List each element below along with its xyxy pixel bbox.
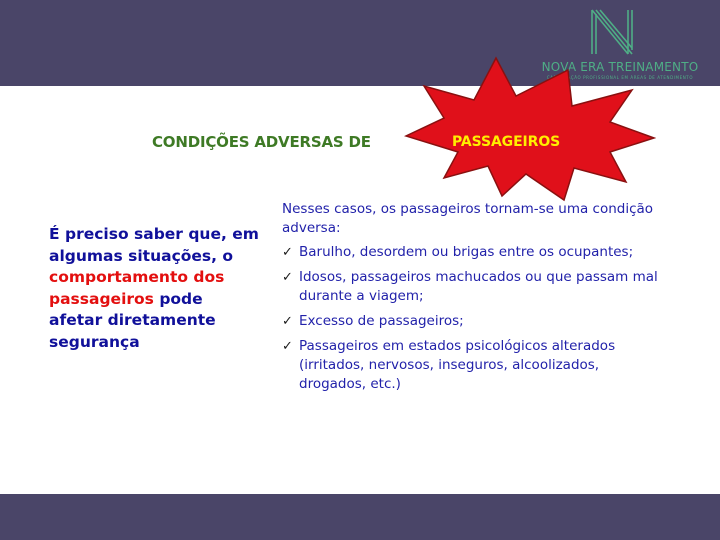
- checkmark-icon: ✓: [282, 270, 293, 285]
- highlight-label: PASSAGEIROS: [452, 134, 561, 150]
- list-item: [282, 268, 660, 306]
- list-item-text: Passageiros em estados psicológicos alterados (irritados, nervosos, inseguros, alcoolizados, drogados, etc.): [299, 338, 616, 392]
- statement-highlight: comportamento dos passageiros: [49, 268, 225, 308]
- checkmark-icon: ✓: [282, 339, 293, 354]
- intro-text: Nesses casos, os passageiros tornam-se uma condição adversa:: [282, 201, 654, 236]
- statement-part-3: pode afetar diretamente segurança: [49, 289, 216, 351]
- n-monogram-icon: [588, 6, 636, 58]
- list-item: [282, 243, 660, 262]
- list-item: [282, 337, 660, 394]
- conditions-list-panel: [282, 200, 660, 400]
- list-item-text: Excesso de passageiros;: [299, 313, 464, 329]
- list-item: [282, 312, 660, 331]
- conditions-list: [282, 243, 660, 394]
- statement-part-1: É preciso saber que, em algumas situações, o: [49, 225, 259, 265]
- starburst-shape: [404, 56, 656, 202]
- left-statement: [49, 224, 259, 353]
- checkmark-icon: ✓: [282, 245, 293, 260]
- list-item-text: Idosos, passageiros machucados ou que passam mal durante a viagem;: [299, 269, 658, 304]
- footer-band: [0, 494, 720, 540]
- checkmark-icon: ✓: [282, 314, 293, 329]
- slide-title: CONDIÇÕES ADVERSAS DE: [152, 133, 371, 151]
- list-item-text: Barulho, desordem ou brigas entre os ocupantes;: [299, 244, 634, 260]
- logo-name: NOVA ERA TREINAMENTO: [541, 60, 699, 74]
- logo-tagline: CAPACITAÇÃO PROFISSIONAL EM ÁREAS DE ATENDIMENTO: [546, 75, 694, 80]
